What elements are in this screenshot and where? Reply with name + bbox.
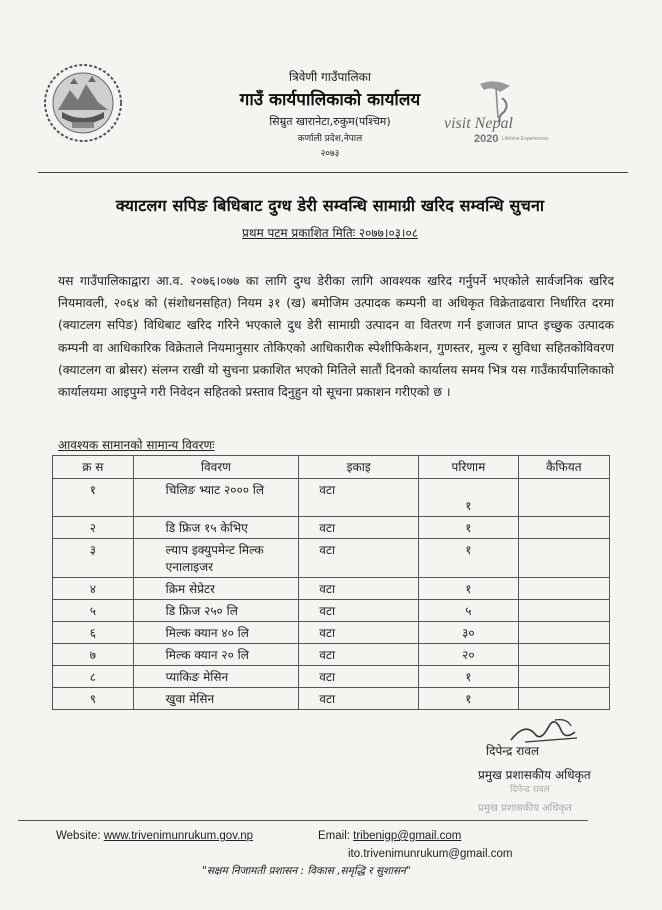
cell-qty: १ [419,688,519,710]
cell-sn: ५ [53,600,134,622]
notice-date [30,224,630,241]
cell-unit: वटा [299,479,419,517]
signatory-name: दिपेन्द्र रावल [486,744,540,758]
cell-qty: १ [419,666,519,688]
table-row [53,622,610,644]
visit-text: visit Nepal [444,115,513,132]
col-header-remarks: कैफियत [518,456,609,479]
cell-sn: ६ [53,622,134,644]
table-caption: आवश्यक सामानको सामान्य विवरणः [58,438,215,452]
footer-email [318,830,461,842]
notice-body: यस गाउँपालिकाद्वारा आ.व. २०७६।०७७ का लागि दुग्ध डेरीका लागि आवश्यक खरिद गर्नुपर्ने भएकोले सार्वजनिक खरिद नियमावली, २०६४ को (संशोधनसहित) नियम ३१ (ख) बमोजिम उत्पादक कम्पनी वा अधिकृत विक्रेताढवारा निर्धारित दरमा (क्याटलग सपिङ) विधिबाट खरिद गरिने भएकाले दुध डेरी सामाग्री उत्पादन वा वितरण गर्न इजाजत प्राप्त इच्छुक उत्पादक कम्पनी वा आधिकारिक विक्रेताले नियमानुसार तोकिएको आधिकारीक स्पेशीफिकेशन, गुणस्तर, मुल्य र सुविधा सहितकोविवरण (क्याटलग वा ब्रोसर) संलग्न राखी यो सुचना प्रकाशित भएको मितिले सातौं दिनको कार्यालय समय भित्र यस गाउँकार्यपालिकाको कार्यालयमा आइपुग्ने गरी निवेदन सहितको प्रस्ताव दिनुहुन यो सूचना प्रकाशन गरीएको छ । [58,274,614,400]
col-header-sn: क्र स [53,456,134,479]
cell-sn: २ [53,517,134,539]
stamp-title: प्रमुख प्रशासकीय अधिकृत [478,803,572,814]
table-row [53,517,610,539]
cell-qty: १ [419,517,519,539]
cell-remark [518,539,609,578]
cell-remark [518,666,609,688]
cell-remark [518,578,609,600]
table-row [53,688,610,710]
email-secondary: ito.trivenimunrukum@gmail.com [348,848,513,860]
cell-remark [518,644,609,666]
cell-qty: ३० [419,622,519,644]
municipality-name: त्रिवेणी गाउँपालिका [289,70,371,84]
cell-unit: वटा [299,666,419,688]
table-row [53,600,610,622]
cell-desc-wrap [133,539,299,578]
table-row [53,666,610,688]
signatory-title: प्रमुख प्रशासकीय अधिकृत [478,768,591,782]
cell-sn: ९ [53,688,134,710]
cell-remark [518,600,609,622]
header-divider [38,172,628,173]
website-link[interactable]: www.trivenimunrukum.gov.np [103,830,254,842]
cell-desc: खुवा मेसिन [165,692,215,706]
table-header-row [53,456,610,479]
cell-sn: ४ [53,578,134,600]
cell-sn: १ [53,479,134,517]
office-name: गाउँ कार्यपालिकाको कार्यालय [239,90,421,110]
notice-title: क्याटलग सपिङ बिधिबाट दुग्ध डेरी सम्वन्धि सामाग्री खरिद सम्वन्धि सुचना [115,196,545,215]
cell-desc: मिल्क क्यान २० लि [165,648,249,662]
cell-qty: १ [419,479,519,517]
cell-remark [518,688,609,710]
table-row [53,539,610,578]
cell-unit: वटा [299,600,419,622]
email-link-primary[interactable]: tribenigp@gmail.com [353,830,462,842]
cell-remark [518,622,609,644]
cell-sn: ७ [53,644,134,666]
cell-remark [518,517,609,539]
cell-unit: वटा [299,539,419,578]
cell-desc-wrap [133,600,299,622]
cell-desc: ल्याप इक्युपमेन्ट मिल्क एनालाइजर [165,543,264,574]
cell-unit: वटा [299,688,419,710]
footer-motto: "सक्षम निजामती प्रशासन : विकास ,समृद्धि र सुशासन" [202,865,411,877]
visit-tagline: Lifetime Experiences [502,136,549,142]
cell-unit: वटा [299,622,419,644]
province-name: कर्णाली प्रदेश,नेपाल [297,134,363,144]
cell-unit: वटा [299,517,419,539]
cell-desc-wrap [133,517,299,539]
stamp-name: दिपेन्द्र रावल [510,785,550,795]
cell-qty: २० [419,644,519,666]
office-header [200,68,460,159]
cell-sn: ८ [53,666,134,688]
table-row [53,644,610,666]
cell-qty: १ [419,578,519,600]
office-address: सिम्रुत खारानेटा,रुकुम(पश्चिम) [269,115,391,128]
cell-desc-wrap [133,578,299,600]
website-label: Website: [56,830,101,842]
cell-sn: ३ [53,539,134,578]
visit-year: 2020 [474,133,499,145]
cell-desc: मिल्क क्यान ४० लि [165,626,249,640]
email-label: Email: [318,830,350,842]
footer-divider [18,820,588,821]
cell-desc-wrap [133,666,299,688]
cell-desc-wrap [133,479,299,517]
established-year: २०७३ [320,149,340,159]
table-row [53,479,610,517]
publish-date: प्रथम पटम प्रकाशित मितिः २०७७।०३।०८ [242,226,418,240]
visit-nepal-logo [440,78,560,148]
cell-desc-wrap [133,622,299,644]
cell-desc: क्रिम सेप्रेटर [165,582,215,596]
cell-desc: चिलिङ भ्याट २००० लि [165,483,265,497]
footer-website [56,830,253,842]
col-header-quantity: परिणाम [419,456,519,479]
cell-unit: वटा [299,578,419,600]
cell-desc-wrap [133,644,299,666]
cell-qty: १ [419,539,519,578]
cell-desc: डि फ्रिज २५० लि [165,604,238,618]
cell-desc: डि फ्रिज १५ केभिए [165,521,248,535]
nepal-emblem-icon [40,60,126,146]
cell-remark [518,479,609,517]
cell-qty: ५ [419,600,519,622]
col-header-description: विवरण [133,456,299,479]
cell-desc: प्याकिङ मेसिन [165,670,229,684]
col-header-unit: इकाइ [299,456,419,479]
items-table [52,455,610,710]
cell-desc-wrap [133,688,299,710]
table-row [53,578,610,600]
cell-unit: वटा [299,644,419,666]
